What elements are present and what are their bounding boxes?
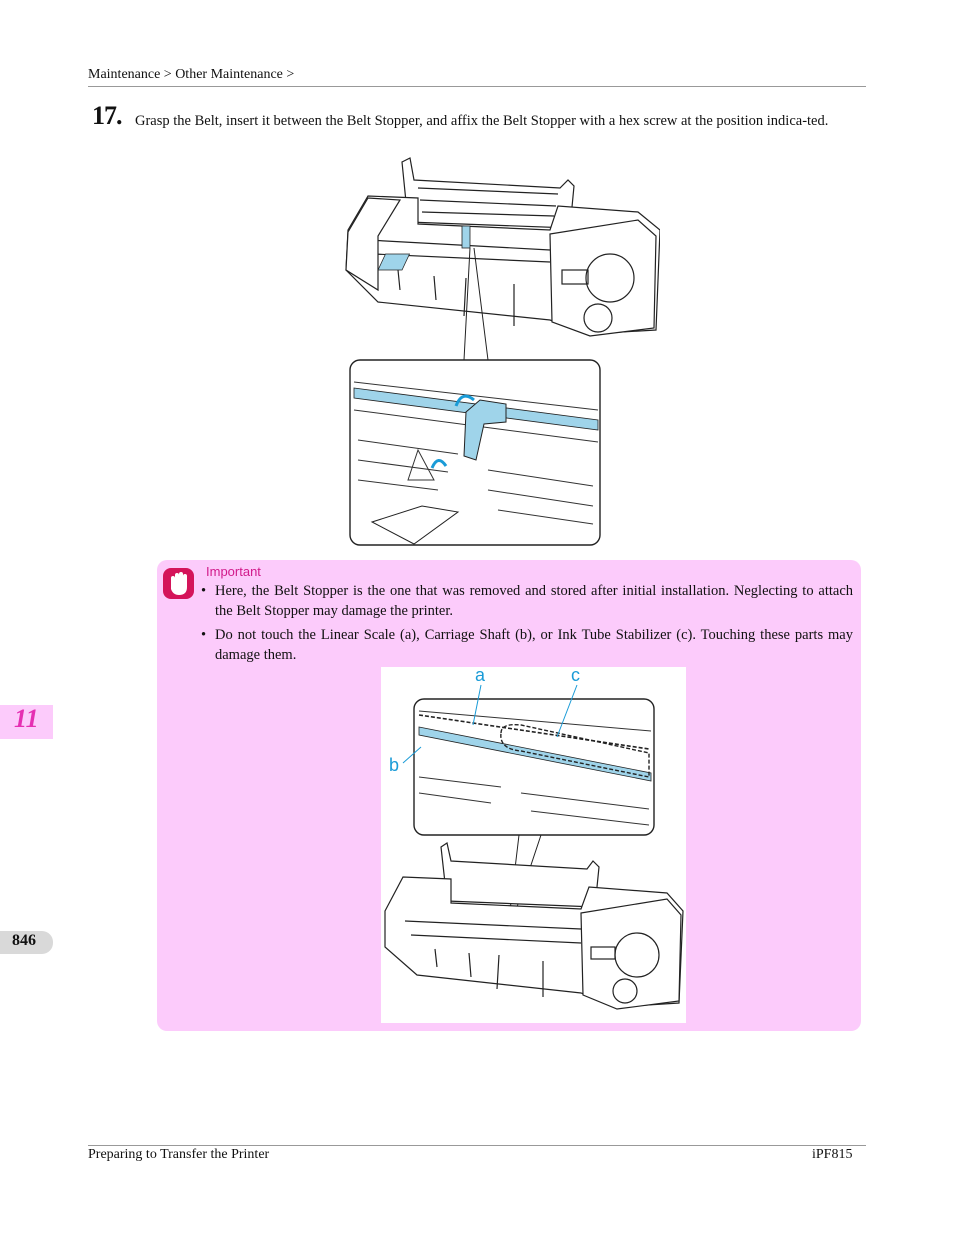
step-text: Grasp the Belt, insert it between the Belt Stopper, and affix the Belt Stopper with a hex screw at the position indica-ted. <box>135 113 829 129</box>
label-c: c <box>571 667 580 685</box>
important-item: • Do not touch the Linear Scale (a), Carriage Shaft (b), or Ink Tube Stabilizer (c). Touching these parts may damage them. <box>200 625 853 665</box>
raised-hand-icon <box>162 567 195 600</box>
chapter-number: 11 <box>14 704 39 733</box>
header-rule <box>88 86 866 87</box>
breadcrumb: Maintenance > Other Maintenance > <box>88 67 295 82</box>
footer-section-title: Preparing to Transfer the Printer <box>88 1147 270 1162</box>
step-number: 17. <box>92 101 122 130</box>
label-b: b <box>389 755 400 775</box>
important-item: • Here, the Belt Stopper is the one that was removed and stored after initial installation. Neglecting to attach the Belt Stopper may damage the printer. <box>200 581 853 621</box>
important-list <box>200 581 853 669</box>
footer-model-name: iPF815 <box>812 1147 853 1162</box>
page-number: 846 <box>12 932 36 949</box>
belt-stopper-illustration <box>338 150 660 548</box>
parts-location-illustration <box>381 667 686 1023</box>
important-label: Important <box>206 564 261 579</box>
footer-rule <box>88 1145 866 1146</box>
label-a: a <box>475 667 486 685</box>
